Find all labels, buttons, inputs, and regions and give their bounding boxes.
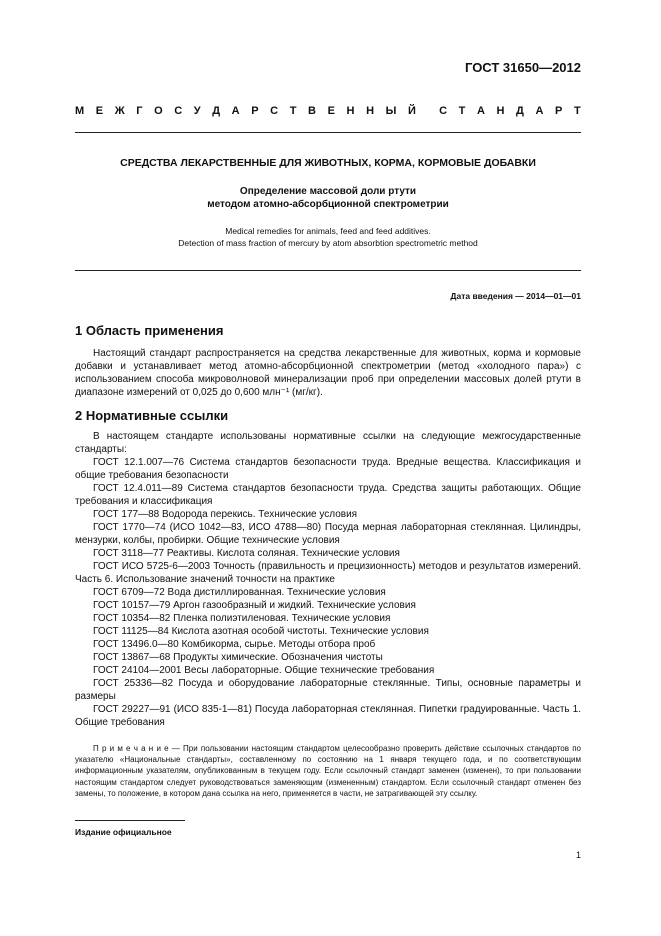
normative-reference: ГОСТ 12.1.007—76 Система стандартов безопасности труда. Вредные вещества. Классификация и общие требования безопасности (75, 457, 581, 481)
banner-letter: Н (366, 105, 375, 117)
section-2-intro: В настоящем стандарте использованы нормативные ссылки на следующие межгосударственные стандарты: (75, 431, 581, 455)
banner-letter: А (231, 105, 240, 117)
normative-reference: ГОСТ 24104—2001 Весы лабораторные. Общие технические требования (93, 665, 435, 676)
banner-letter: С (270, 105, 279, 117)
section-2-heading: 2 Нормативные ссылки (75, 408, 229, 423)
banner-letter: Д (516, 105, 524, 117)
normative-reference: ГОСТ 3118—77 Реактивы. Кислота соляная. Технические условия (93, 548, 400, 559)
banner-letter: Н (496, 105, 505, 117)
reference-note: П р и м е ч а н и е — При пользовании настоящим стандартом целесообразно проверить действие ссылочных стандартов по указателю «Национальные стандарты», составленному по состоянию на 1 января текущего года, и по соответствующим информационным указателям, опубликованным в текущем году. Если ссылочный стандарт заменен (изменен), то при пользовании настоящим стандартом следует руководствоваться заменяющим (измененным) стандартом. Если ссылочный стандарт отменен без замены, то положение, в котором дана ссылка на него, применяется в части, не затрагивающей эту ссылку. (75, 744, 581, 798)
banner-letter: Г (136, 105, 143, 117)
normative-reference: ГОСТ 6709—72 Вода дистиллированная. Технические условия (93, 587, 386, 598)
banner-letter: О (154, 105, 163, 117)
banner-letter: Ы (385, 105, 397, 117)
english-title-line-2: Detection of mass fraction of mercury by atom absorbtion spectrometric method (178, 238, 478, 248)
official-edition-label: Издание официальное (75, 827, 172, 837)
normative-reference: ГОСТ 25336—82 Посуда и оборудование лабораторные стеклянные. Типы, основные параметры и размеры (75, 678, 581, 702)
document-subtitle (75, 185, 581, 211)
banner-letter: Т (458, 105, 466, 117)
banner-letter: Д (212, 105, 221, 117)
section-1-text: Настоящий стандарт распространяется на средства лекарственные для животных, корма и кормовые добавки и устанавливает метод атомно-абсорбционной спектрометрии (метод «холодного пара») с использованием способа микроволновой минерализации проб при определении массовых долей ртути в диапазоне измерений от 0,025 до 0,600 млн⁻¹ (мг/кг). (75, 348, 581, 398)
banner-letter: Е (95, 105, 104, 117)
normative-reference: ГОСТ 10157—79 Аргон газообразный и жидкий. Технические условия (93, 600, 416, 611)
subtitle-line-1: Определение массовой доли ртути (239, 186, 417, 197)
normative-reference: ГОСТ 13867—68 Продукты химические. Обозначения чистоты (93, 652, 383, 663)
normative-reference: ГОСТ 12.4.011—89 Система стандартов безопасности труда. Средства защиты работающих. Общие требования и классификация (75, 483, 581, 507)
normative-reference: ГОСТ 11125—84 Кислота азотная особой чистоты. Технические условия (93, 626, 429, 637)
banner-letter: С (174, 105, 183, 117)
normative-reference: ГОСТ 1770—74 (ИСО 1042—83, ИСО 4788—80) Посуда мерная лабораторная стеклянная. Цилиндры, мензурки, колбы, пробирки. Общие технические условия (75, 522, 581, 546)
page-number: 1 (575, 850, 581, 860)
banner-letter: Е (327, 105, 335, 117)
banner-letter: Й (407, 105, 416, 117)
section-1-heading: 1 Область применения (75, 323, 224, 338)
standard-code: ГОСТ 31650—2012 (465, 60, 581, 75)
banner-letter: В (308, 105, 316, 117)
introduction-date: Дата введения — 2014—01—01 (450, 291, 581, 301)
normative-reference: ГОСТ ИСО 5725-6—2003 Точность (правильность и прецизионность) методов и результатов измерений. Часть 6. Использование значений точности на практике (75, 561, 581, 585)
interstate-standard-banner (75, 105, 581, 117)
normative-reference: ГОСТ 29227—91 (ИСО 835-1—81) Посуда лабораторная стеклянная. Пипетки градуированные. Часть 1. Общие требования (75, 704, 581, 728)
banner-letter: А (535, 105, 544, 117)
normative-reference: ГОСТ 10354—82 Пленка полиэтиленовая. Технические условия (93, 613, 391, 624)
footer-divider (75, 820, 185, 821)
section-1-body (75, 347, 581, 399)
banner-letter: Р (555, 105, 563, 117)
banner-letter: М (75, 105, 85, 117)
document-title: СРЕДСТВА ЛЕКАРСТВЕННЫЕ ДЛЯ ЖИВОТНЫХ, КОРМА, КОРМОВЫЕ ДОБАВКИ (120, 157, 536, 169)
english-title (75, 225, 581, 249)
banner-letter: С (439, 105, 448, 117)
banner-letter: У (193, 105, 201, 117)
banner-letter: Р (251, 105, 259, 117)
banner-letter: Ж (114, 105, 125, 117)
title-divider (75, 270, 581, 271)
banner-letter: А (476, 105, 485, 117)
normative-reference: ГОСТ 177—88 Водорода перекись. Технические условия (93, 509, 358, 520)
banner-letter: Т (573, 105, 581, 117)
banner-letter: Н (346, 105, 355, 117)
english-title-line-1: Medical remedies for animals, feed and feed additives. (225, 226, 431, 236)
header-divider (75, 132, 581, 133)
section-2-body (75, 430, 581, 729)
normative-reference: ГОСТ 13496.0—80 Комбикорма, сырье. Методы отбора проб (93, 639, 376, 650)
banner-letter: Т (289, 105, 297, 117)
subtitle-line-2: методом атомно-абсорбционной спектрометрии (207, 199, 449, 210)
